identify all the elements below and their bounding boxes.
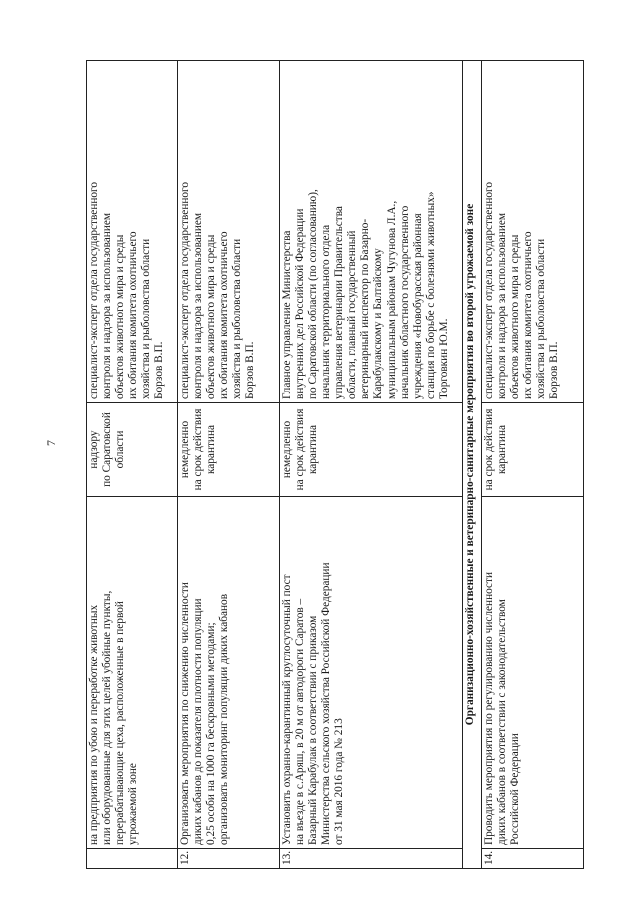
- action-cell: на предприятия по убою и переработке животных или оборудованные для этих целей убойные пункты, перерабатывающие цеха, расположенные в первой угрожаемой зоне: [87, 497, 178, 849]
- term-cell: немедленно на срок действия карантина: [279, 403, 463, 497]
- term-cell: немедленно на срок действия карантина: [177, 403, 279, 497]
- row-number: 12.: [177, 849, 279, 869]
- section-title: Организационно-хозяйственные и ветеринарно-санитарные мероприятия во второй угрожаемой зоне: [463, 61, 482, 869]
- action-cell: Установить охранно-карантинный круглосуточный пост на въезде в с.Аряш, в 20 м от автодороги Саратов – Базарный Карабулак в соответствии с приказом Министерства сельского хозяйства Российской Федерации от 31 мая 2016 года № 213: [279, 497, 463, 849]
- responsible-cell: специалист-эксперт отдела государственного контроля и надзора за использованием объектов животного мира и среды их обитания комитета охотничьего хозяйства и рыболовства области Борзов В.П.: [177, 61, 279, 403]
- page-number: 7: [44, 440, 58, 446]
- measures-table: [86, 60, 584, 869]
- responsible-cell: Главное управление Министерства внутренних дел Российской Федерации по Саратовской области (по согласованию), начальник территориального отдела управления ветеринарии Правительства области, главный государственный ветеринарный инспектор по Базарно- Карабулакскому и Балтайскому муниципальным районам Чугунова Л.А., начальник областного государственного учреждения «Новобурасская районная станция по борьбе с болезнями животных» Торговкин Ю.М.: [279, 61, 463, 403]
- action-cell: Организовать мероприятия по снижению численности диких кабанов до показателя плотности популяции 0,25 особи на 1000 га бескровными методами; организовать мониторинг популяции диких кабанов: [177, 497, 279, 849]
- table-row: [279, 61, 463, 869]
- term-cell: на срок действия карантина: [481, 403, 583, 497]
- term-cell: надзору по Саратовской области: [87, 403, 178, 497]
- row-number: 14.: [481, 849, 583, 869]
- table-row: [481, 61, 583, 869]
- row-number: 13.: [279, 849, 463, 869]
- table-row: [87, 61, 178, 869]
- rotated-page-content: [86, 61, 584, 869]
- section-header-row: [463, 61, 482, 869]
- responsible-cell: специалист-эксперт отдела государственного контроля и надзора за использованием объектов животного мира и среды их обитания комитета охотничьего хозяйства и рыболовства области Борзов В.П.: [481, 61, 583, 403]
- action-cell: Проводить мероприятия по регулированию численности диких кабанов в соответствии с законодательством Российской Федерации: [481, 497, 583, 849]
- row-number: [87, 849, 178, 869]
- responsible-cell: специалист-эксперт отдела государственного контроля и надзора за использованием объектов животного мира и среды их обитания комитета охотничьего хозяйства и рыболовства области Борзов В.П.: [87, 61, 178, 403]
- table-row: [177, 61, 279, 869]
